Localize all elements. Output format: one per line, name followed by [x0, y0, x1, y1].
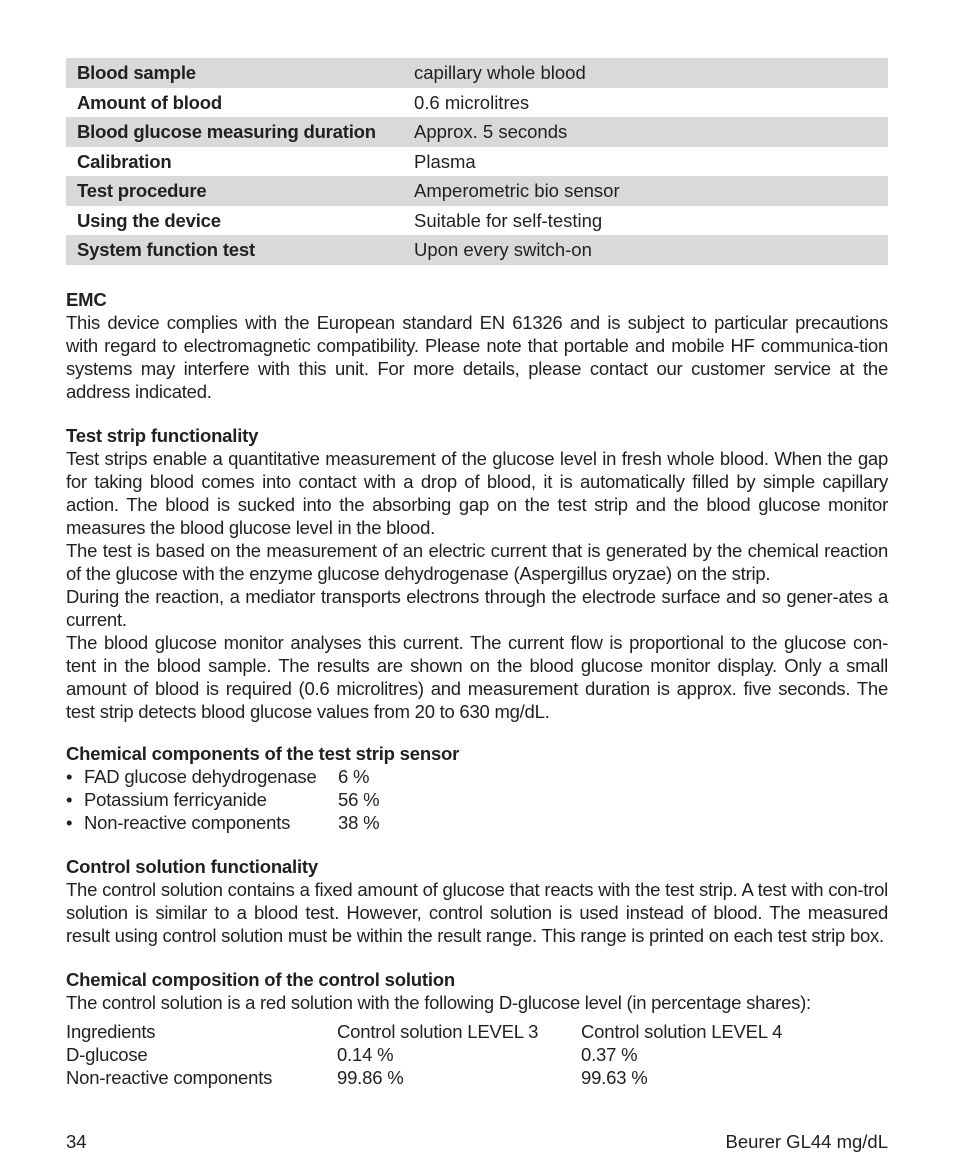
- page-number: 34: [66, 1131, 87, 1152]
- table-cell: 0.37 %: [581, 1044, 638, 1065]
- control-solution-text: The control solution contains a fixed amount of glucose that reacts with the test strip. A test with con-trol solution is similar to a blood test. However, control solution is used instead of blood. The measured result using control solution must be within the result range. This range is printed on each test strip box.: [66, 879, 888, 946]
- spec-label: System function test: [66, 235, 414, 265]
- composition-heading: Chemical composition of the control solution: [66, 969, 455, 990]
- table-cell: D-glucose: [66, 1044, 148, 1065]
- specifications-table: [66, 58, 888, 265]
- emc-section: [66, 288, 888, 403]
- table-cell: 99.86 %: [337, 1067, 404, 1088]
- control-solution-heading: Control solution functionality: [66, 856, 318, 877]
- spec-label: Blood glucose measuring duration: [66, 117, 414, 147]
- table-row: [66, 1043, 782, 1066]
- test-strip-section: [66, 424, 888, 723]
- spec-label: Calibration: [77, 150, 172, 172]
- table-cell: Non-reactive components: [66, 1067, 273, 1088]
- table-cell: 0.14 %: [337, 1044, 394, 1065]
- component-name: FAD glucose dehydrogenase: [84, 766, 317, 787]
- emc-heading: EMC: [66, 289, 107, 310]
- spec-value: Amperometric bio sensor: [414, 176, 888, 206]
- spec-label: Using the device: [77, 209, 221, 231]
- bullet-icon: •: [66, 789, 73, 810]
- component-name: Non-reactive components: [84, 812, 291, 833]
- spec-label: Blood sample: [66, 58, 414, 88]
- component-value: 56 %: [338, 789, 380, 810]
- spec-value: capillary whole blood: [414, 58, 888, 88]
- chemical-components-heading: Chemical components of the test strip sensor: [66, 743, 460, 764]
- component-value: 6 %: [338, 766, 370, 787]
- list-item: [66, 811, 888, 834]
- spec-row: [66, 176, 888, 206]
- test-strip-paragraph: The blood glucose monitor analyses this current. The current flow is proportional to the glucose con-tent in the blood sample. The results are shown on the blood glucose monitor display. Only a small amount of blood is required (0.6 microlitres) and measurement duration is approx. five seconds. The test strip detects blood glucose values from 20 to 630 mg/dL.: [66, 632, 888, 722]
- list-item: [66, 788, 888, 811]
- column-header: Ingredients: [66, 1021, 156, 1042]
- spec-row: [66, 235, 888, 265]
- component-value: 38 %: [338, 812, 380, 833]
- spec-row: [66, 147, 888, 177]
- test-strip-paragraph: Test strips enable a quantitative measurement of the glucose level in fresh whole blood. When the gap for taking blood comes into contact with a drop of blood, it is automatically filled by simple capillary action. The blood is sucked into the absorbing gap on the test strip and the blood glucose monitor measures the blood glucose level in the blood.: [66, 448, 888, 538]
- composition-intro: The control solution is a red solution with the following D-glucose level (in percentage shares):: [66, 992, 811, 1013]
- spec-label: Test procedure: [66, 176, 414, 206]
- list-item: [66, 765, 888, 788]
- composition-section: [66, 968, 888, 1089]
- components-list: [66, 765, 888, 834]
- table-cell: 99.63 %: [581, 1067, 648, 1088]
- spec-value: Upon every switch-on: [414, 235, 888, 265]
- spec-value: 0.6 microlitres: [414, 91, 530, 113]
- page-footer: [66, 1130, 888, 1153]
- table-header-row: [66, 1020, 782, 1043]
- test-strip-paragraph: The test is based on the measurement of an electric current that is generated by the chemical reaction of the glucose with the enzyme glucose dehydrogenase (Aspergillus oryzae) on the strip.: [66, 540, 888, 584]
- control-solution-section: [66, 855, 888, 947]
- product-name: Beurer GL44 mg/dL: [725, 1131, 888, 1152]
- bullet-icon: •: [66, 812, 73, 833]
- column-header: Control solution LEVEL 3: [337, 1021, 539, 1042]
- spec-row: [66, 206, 888, 236]
- test-strip-heading: Test strip functionality: [66, 425, 259, 446]
- emc-text: This device complies with the European standard EN 61326 and is subject to particular precautions with regard to electromagnetic compatibility. Please note that portable and mobile HF communica-tion systems may interfere with this unit. For more details, please contact our customer service at the address indicated.: [66, 312, 888, 402]
- chemical-components-section: [66, 742, 888, 834]
- spec-value: Suitable for self-testing: [414, 209, 603, 231]
- bullet-icon: •: [66, 766, 73, 787]
- composition-table: [66, 1020, 782, 1089]
- column-header: Control solution LEVEL 4: [581, 1021, 783, 1042]
- test-strip-paragraph: During the reaction, a mediator transports electrons through the electrode surface and so gener-ates a current.: [66, 586, 888, 630]
- spec-label: Amount of blood: [77, 91, 222, 113]
- spec-row: [66, 117, 888, 147]
- spec-value: Approx. 5 seconds: [414, 117, 888, 147]
- component-name: Potassium ferricyanide: [84, 789, 267, 810]
- spec-row: [66, 58, 888, 88]
- table-row: [66, 1066, 782, 1089]
- spec-row: [66, 88, 888, 118]
- spec-value: Plasma: [414, 150, 476, 172]
